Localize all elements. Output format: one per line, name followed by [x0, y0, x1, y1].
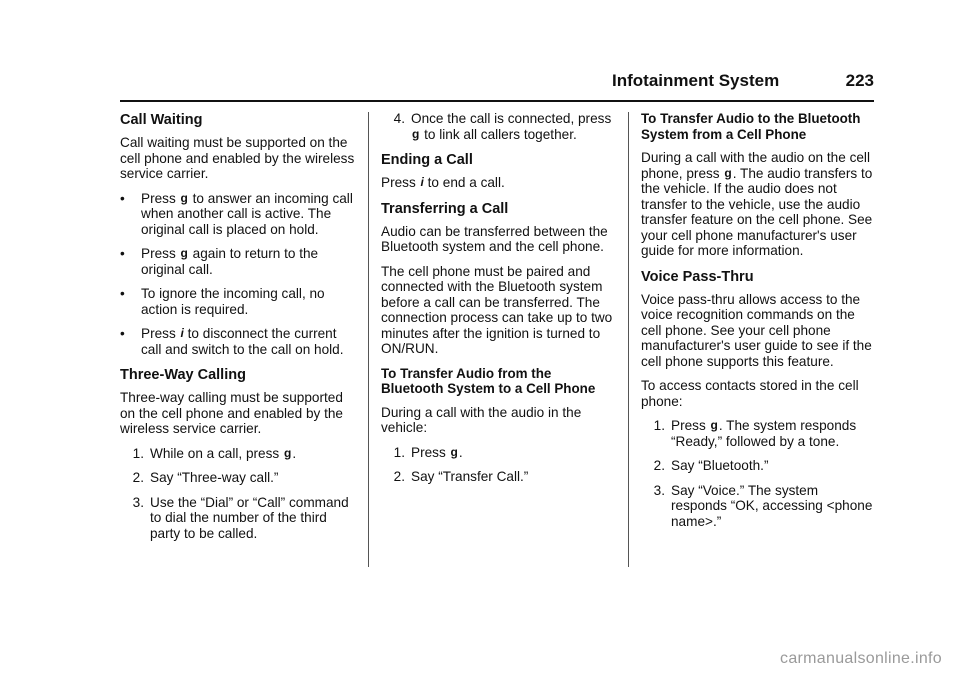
subheading: To Transfer Audio to the Bluetooth System from a Cell Phone [641, 111, 861, 142]
bullet: • [120, 286, 125, 301]
paragraph: During a call with the audio on the cell phone, press g. The audio transfers to the vehicle. If the audio does not transfer to the vehicle, use the audio transfer feature on the cell phone. See your cell phone manufacturer's user guide for more information. [641, 150, 873, 258]
paragraph: The cell phone must be paired and connected with the Bluetooth system before a call can be transferred. The connection process can take up to two minutes after the ignition is turned to ON/RUN. [381, 263, 613, 356]
list-item: • Press g to answer an incoming call when another call is active. The original call is placed on hold. [120, 190, 353, 237]
column-divider [628, 112, 629, 567]
list-item: 1. Press g. The system responds “Ready,” followed by a tone. [653, 418, 857, 449]
list-item: • Press i to disconnect the current call and switch to the call on hold. [120, 326, 344, 357]
heading-call-waiting: Call Waiting [120, 112, 203, 128]
talk-icon: g [283, 445, 292, 460]
list-item: • Press g again to return to the original call. [120, 246, 319, 277]
end-call-icon: i [420, 175, 423, 189]
watermark: carmanualsonline.info [780, 650, 942, 667]
list-item: 3. Say “Voice.” The system responds “OK, accessing <phone name>.” [653, 482, 873, 529]
paragraph: During a call with the audio in the vehicle: [381, 404, 582, 435]
end-call-icon: i [180, 326, 183, 340]
column-divider [368, 112, 369, 567]
bullet: • [120, 246, 125, 261]
talk-icon: g [724, 165, 732, 180]
paragraph: Press i to end a call. [381, 175, 505, 190]
list-item: 2. Say “Transfer Call.” [393, 469, 529, 484]
list-item: 2. Say “Three-way call.” [132, 470, 279, 485]
column-2 [381, 111, 617, 494]
column-1 [120, 111, 356, 550]
list-item: • To ignore the incoming call, no action is required. [120, 286, 325, 317]
list-item: 1. Press g. [393, 444, 463, 460]
paragraph: To access contacts stored in the cell phone: [641, 378, 859, 409]
subheading: To Transfer Audio from the Bluetooth System to a Cell Phone [381, 365, 596, 396]
heading-voice-pass-thru: Voice Pass-Thru [641, 268, 754, 285]
paragraph: Audio can be transferred between the Bluetooth system and the cell phone. [381, 223, 608, 254]
list-item: 1. While on a call, press g. [132, 445, 297, 461]
talk-icon: g [450, 444, 458, 459]
list-item: 2. Say “Bluetooth.” [653, 458, 769, 473]
list-item: 3. Use the “Dial” or “Call” command to dial the number of the third party to be called. [132, 494, 349, 541]
paragraph: Voice pass-thru allows access to the voice recognition commands on the cell phone. See your cell phone manufacturer's user guide to see if the cell phone supports this feature. [641, 291, 872, 369]
heading-transferring-a-call: Transferring a Call [381, 200, 509, 217]
talk-icon: g [180, 246, 188, 260]
column-3 [641, 111, 877, 538]
heading-three-way-calling: Three-Way Calling [120, 367, 246, 383]
talk-icon: g [412, 126, 420, 141]
bullet: • [120, 190, 125, 206]
talk-icon: g [180, 190, 188, 205]
paragraph: Three-way calling must be supported on the cell phone and enabled by the wireless service carrier. [120, 390, 343, 436]
list-item: 4. Once the call is connected, press g to link all callers together. [393, 111, 612, 142]
header-rule [120, 100, 874, 102]
heading-ending-a-call: Ending a Call [381, 152, 473, 168]
page-number: 223 [845, 71, 874, 90]
section-title: Infotainment System [612, 71, 780, 90]
paragraph: Call waiting must be supported on the cell phone and enabled by the wireless service carrier. [120, 135, 355, 181]
page-header [612, 71, 874, 95]
bullet: • [120, 326, 125, 341]
talk-icon: g [710, 418, 718, 432]
